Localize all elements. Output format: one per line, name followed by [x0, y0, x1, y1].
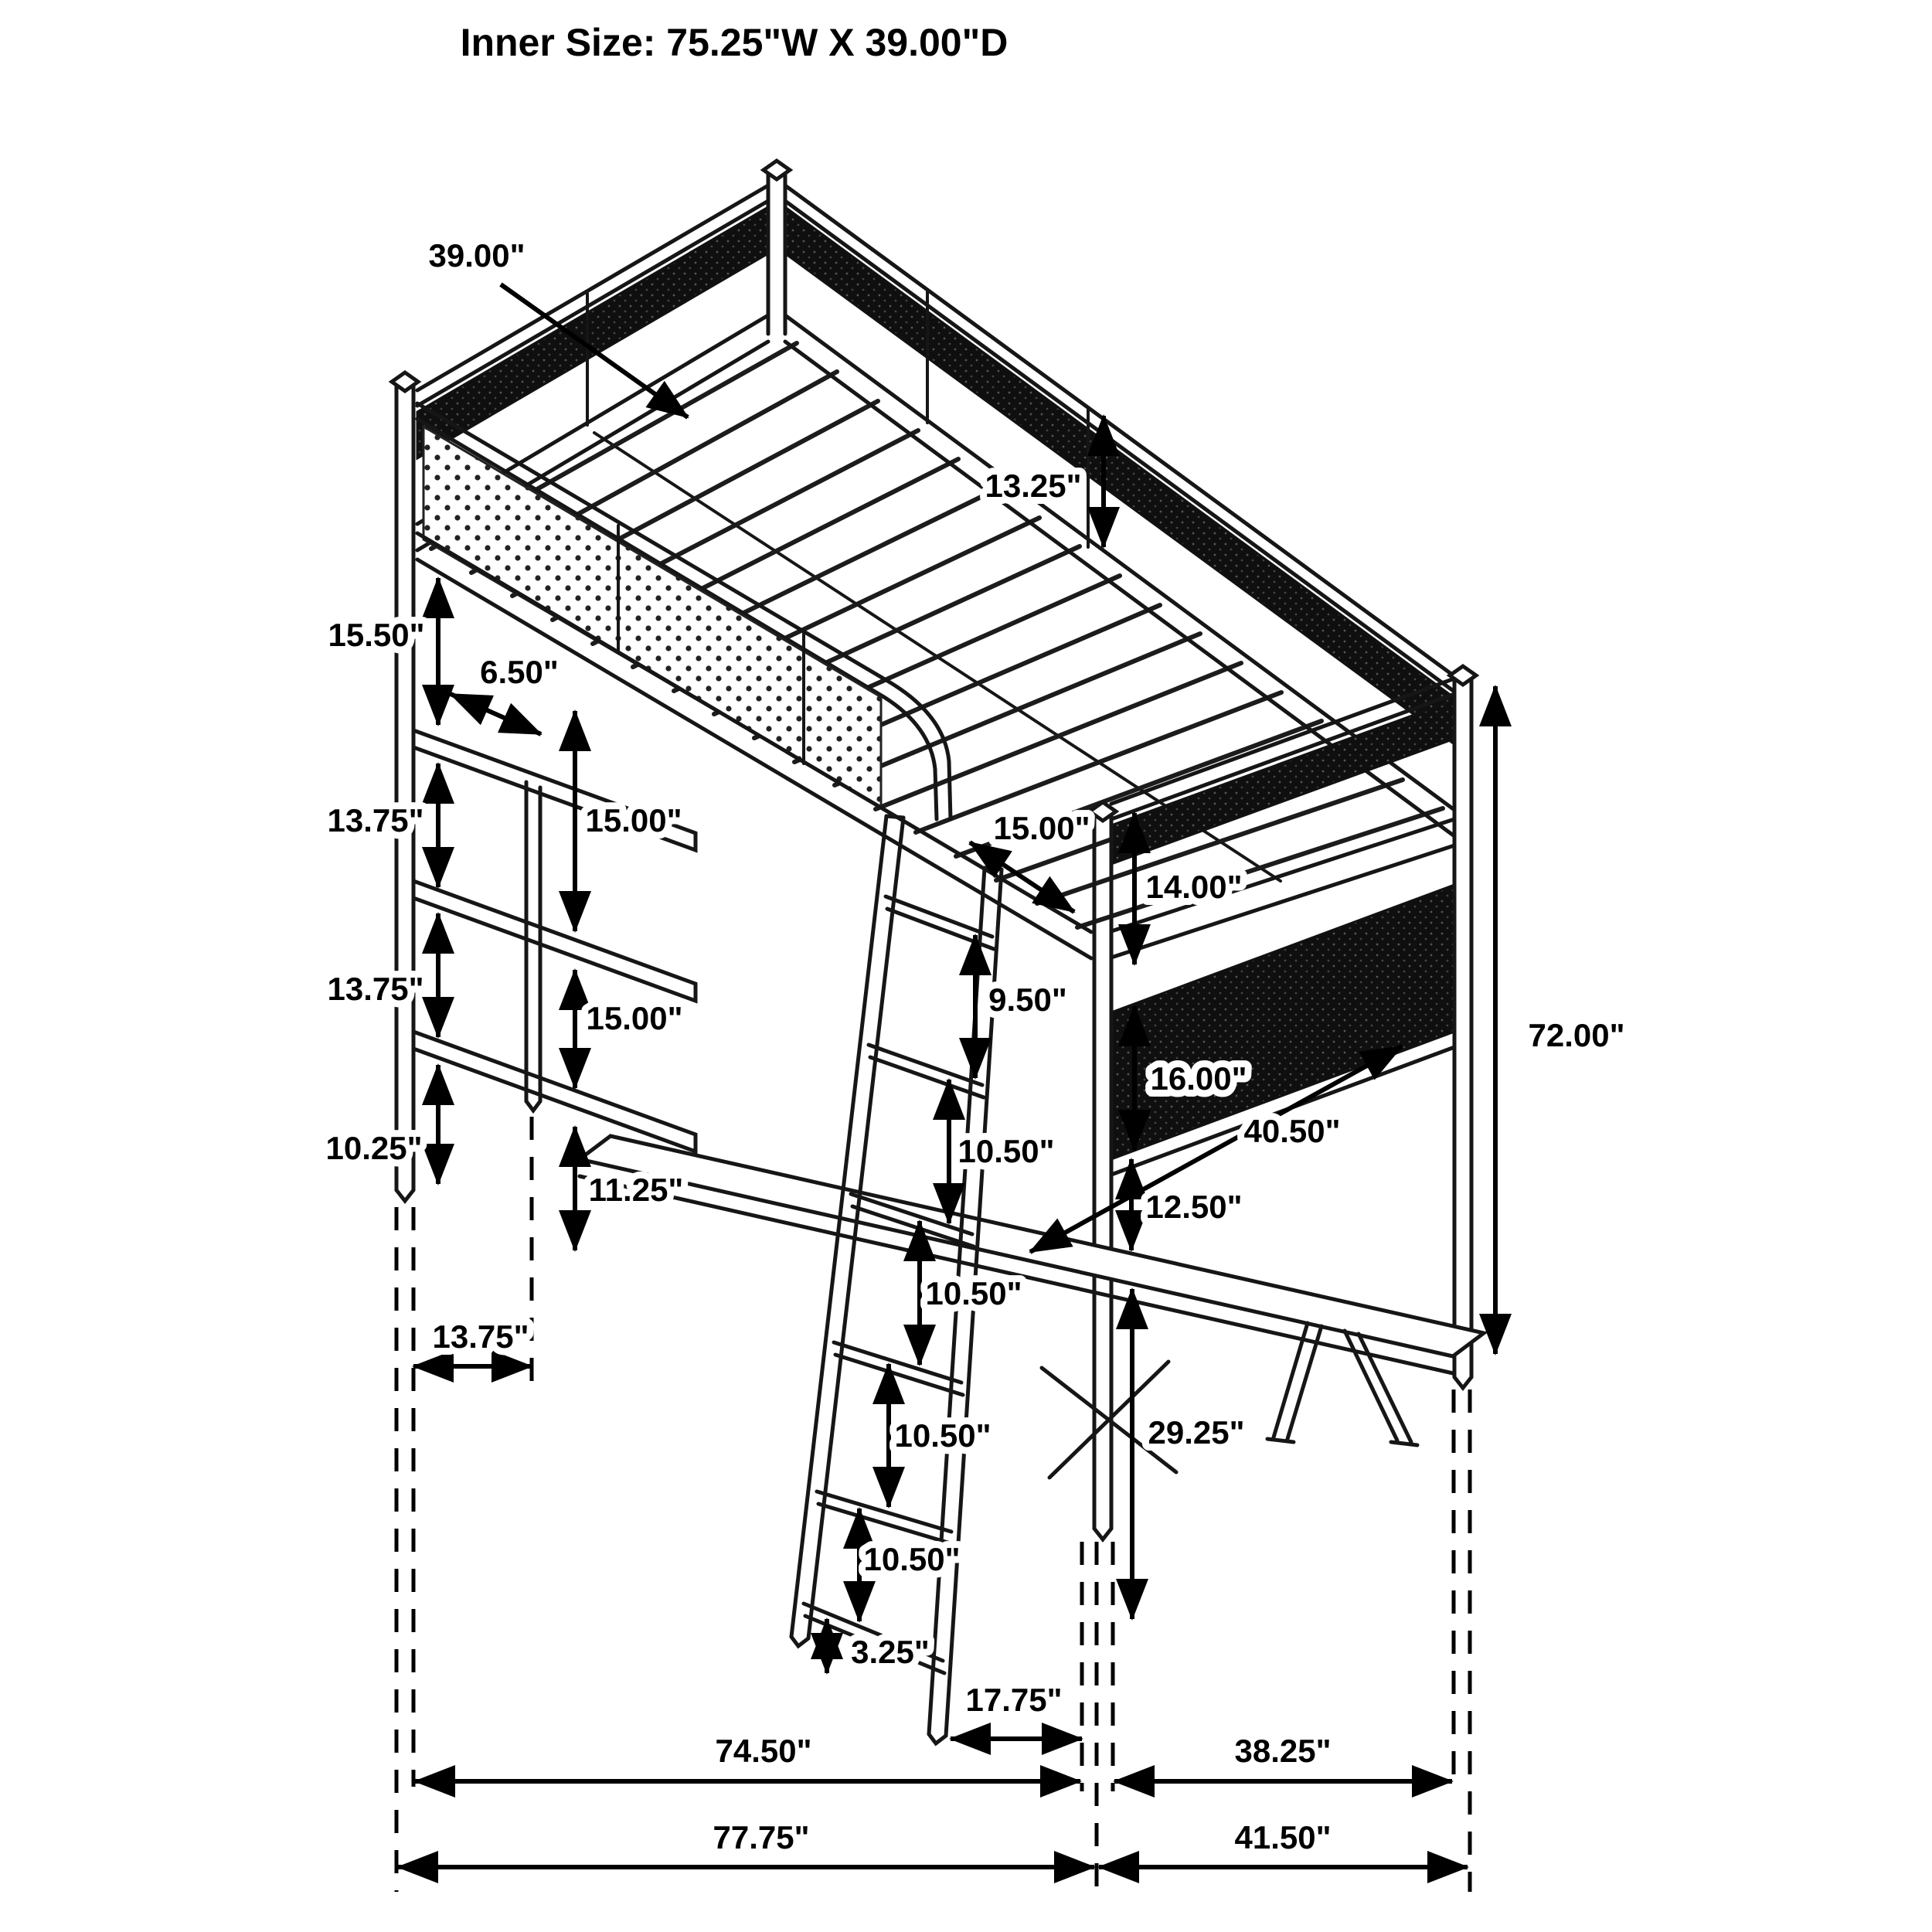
front-post	[1090, 802, 1116, 1539]
dim-ladder-foot-distance	[951, 1682, 1082, 1739]
dim-rung-spacing-4	[859, 1509, 961, 1621]
back-mesh-panel	[785, 207, 1454, 744]
svg-text:72.00": 72.00"	[1528, 1017, 1625, 1053]
svg-text:10.50": 10.50"	[894, 1417, 992, 1454]
svg-text:12.50": 12.50"	[1145, 1189, 1243, 1225]
svg-text:14.00": 14.00"	[1145, 869, 1243, 905]
svg-text:13.75": 13.75"	[327, 971, 424, 1007]
svg-text:11.25": 11.25"	[588, 1172, 684, 1208]
svg-text:41.50": 41.50"	[1234, 1819, 1332, 1855]
bed-frame	[392, 161, 1476, 1539]
svg-text:77.75": 77.75"	[713, 1819, 810, 1855]
left-post	[392, 372, 418, 1201]
dim-shelf-gap-lower	[327, 913, 438, 1037]
diagram-title: Inner Size: 75.25"W X 39.00"D	[460, 21, 1009, 64]
right-post	[1450, 666, 1476, 1388]
svg-text:10.50": 10.50"	[957, 1133, 1055, 1169]
svg-text:3.25": 3.25"	[851, 1634, 930, 1670]
back-post	[764, 161, 790, 334]
svg-text:29.25": 29.25"	[1148, 1414, 1245, 1451]
svg-text:74.50": 74.50"	[715, 1733, 812, 1769]
dim-ladder-foot-offset	[827, 1619, 930, 1673]
dim-desk-side-width	[1114, 1733, 1452, 1781]
shelf-3	[413, 1032, 696, 1151]
svg-text:6.50": 6.50"	[480, 654, 559, 690]
dim-left-clearance-upper	[575, 711, 682, 931]
svg-text:13.75": 13.75"	[432, 1318, 529, 1355]
dim-bed-length-overall	[398, 1819, 1094, 1867]
dim-rung-spacing-3	[889, 1364, 992, 1507]
dim-left-leg-spacing	[413, 1318, 532, 1366]
footboard-rails	[1111, 679, 1454, 1175]
shelf-2	[413, 881, 696, 1001]
dim-desk-side-overall	[1099, 1819, 1468, 1867]
svg-text:10.25": 10.25"	[325, 1130, 423, 1166]
svg-text:13.75": 13.75"	[327, 802, 424, 838]
svg-text:16.00": 16.00"	[1150, 1060, 1247, 1097]
svg-text:10.50": 10.50"	[863, 1541, 961, 1577]
dim-total-height	[1495, 686, 1625, 1354]
dim-shelf-depth	[451, 654, 559, 734]
dim-desk-height	[1132, 1289, 1245, 1619]
svg-text:40.50": 40.50"	[1243, 1113, 1341, 1149]
svg-text:15.50": 15.50"	[328, 617, 425, 653]
svg-text:38.25": 38.25"	[1234, 1733, 1332, 1769]
left-shelf-unit	[413, 730, 696, 1151]
svg-text:10.50": 10.50"	[925, 1275, 1022, 1311]
svg-text:15.00": 15.00"	[585, 802, 682, 838]
dim-shelf-top-gap	[328, 578, 438, 725]
dim-shelf-bottom-gap	[325, 1065, 438, 1184]
desk-unit	[580, 1136, 1484, 1478]
svg-text:15.00": 15.00"	[993, 810, 1090, 846]
svg-text:9.50": 9.50"	[988, 981, 1067, 1018]
svg-text:13.25": 13.25"	[985, 468, 1082, 504]
dim-desk-gap	[1131, 1159, 1243, 1250]
shelf-leg	[526, 782, 540, 1111]
svg-text:17.75": 17.75"	[965, 1682, 1063, 1718]
svg-text:15.00": 15.00"	[586, 1000, 683, 1036]
dim-shelf-gap-upper	[327, 764, 438, 887]
svg-text:39.00": 39.00"	[428, 237, 526, 274]
